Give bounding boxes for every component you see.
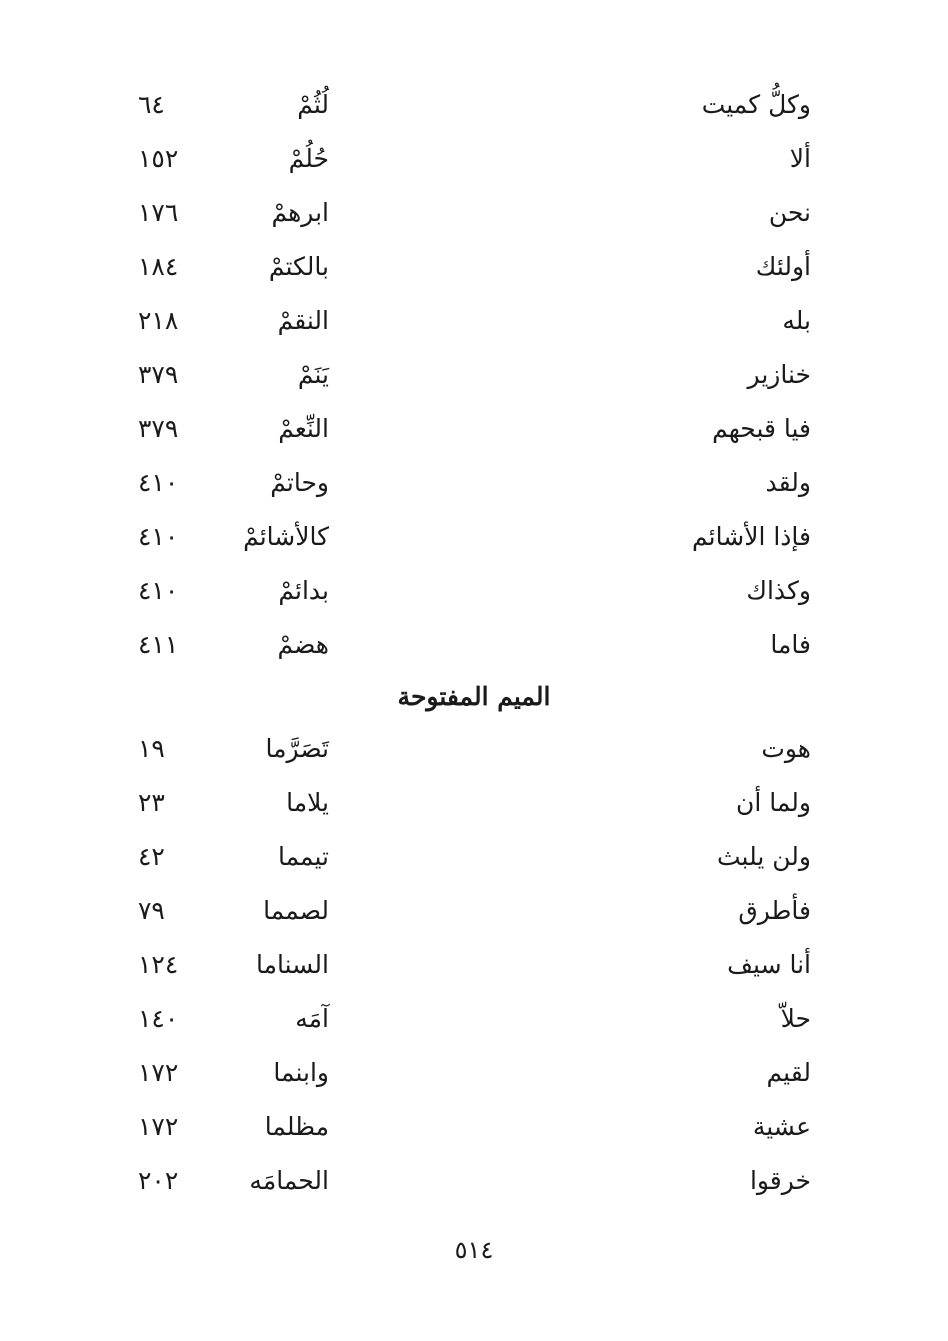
- section-heading: الميم المفتوحة: [397, 682, 551, 711]
- index-row: [0, 132, 948, 186]
- rhyme-word: لصمما: [263, 896, 329, 925]
- index-row: [0, 510, 948, 564]
- index-row: [0, 1154, 948, 1208]
- page-reference: ٣٧٩: [138, 414, 179, 443]
- index-row: [0, 564, 948, 618]
- index-row: [0, 992, 948, 1046]
- verse-opening: ولقد: [765, 468, 811, 497]
- index-row: [0, 938, 948, 992]
- verse-opening: فإذا الأشائم: [692, 522, 811, 551]
- verse-opening: ولن يلبث: [717, 842, 811, 871]
- verse-opening: فاما: [770, 630, 811, 659]
- page-reference: ١٧٢: [138, 1112, 179, 1141]
- page-reference: ٢٠٢: [138, 1166, 179, 1195]
- verse-opening: فأطرق: [738, 896, 811, 925]
- index-row: [0, 776, 948, 830]
- verse-opening: هوت: [761, 734, 811, 763]
- rhyme-word: كالأشائمْ: [243, 522, 329, 551]
- rhyme-word: يلاما: [286, 788, 329, 817]
- page-reference: ٤١٠: [138, 576, 179, 605]
- page-reference: ٣٧٩: [138, 360, 179, 389]
- rhyme-word: السناما: [255, 950, 329, 979]
- verse-opening: بله: [782, 306, 811, 335]
- page-reference: ١٩: [138, 734, 165, 763]
- rhyme-word: تَصَرَّما: [265, 734, 329, 763]
- page-reference: ٧٩: [138, 896, 165, 925]
- index-row: [0, 78, 948, 132]
- index-row: [0, 1046, 948, 1100]
- index-section-closed-mim: [0, 78, 948, 672]
- index-row: [0, 348, 948, 402]
- rhyme-word: يَنَمْ: [297, 360, 329, 389]
- rhyme-word: مظلما: [264, 1112, 329, 1141]
- index-section-open-mim: [0, 722, 948, 1208]
- page-reference: ٢١٨: [138, 306, 179, 335]
- page-reference: ١٧٦: [138, 198, 179, 227]
- page-reference: ١٥٢: [138, 144, 179, 173]
- page-reference: ٤١٠: [138, 522, 179, 551]
- page-reference: ٤١١: [138, 630, 179, 659]
- index-row: [0, 884, 948, 938]
- index-row: [0, 830, 948, 884]
- page-reference: ١٤٠: [138, 1004, 179, 1033]
- verse-opening: لقيم: [766, 1058, 811, 1087]
- rhyme-word: بدائمْ: [278, 576, 329, 605]
- page-reference: ٤١٠: [138, 468, 179, 497]
- rhyme-word: النقمْ: [277, 306, 329, 335]
- index-row: [0, 402, 948, 456]
- verse-opening: وكلُّ كميت: [701, 90, 811, 119]
- verse-opening: أولئك: [755, 252, 811, 281]
- page-reference: ١٧٢: [138, 1058, 179, 1087]
- verse-opening: ولما أن: [735, 788, 811, 817]
- rhyme-word: ابرهمْ: [271, 198, 329, 227]
- rhyme-word: بالكتمْ: [268, 252, 329, 281]
- page-reference: ١٢٤: [138, 950, 179, 979]
- index-row: [0, 722, 948, 776]
- verse-opening: نحن: [768, 198, 811, 227]
- verse-opening: أنا سيف: [727, 950, 811, 979]
- index-row: [0, 186, 948, 240]
- index-row: [0, 240, 948, 294]
- rhyme-word: وابنما: [273, 1058, 329, 1087]
- rhyme-word: الحمامَه: [249, 1166, 329, 1195]
- index-row: [0, 618, 948, 672]
- rhyme-word: لُثُمْ: [297, 90, 329, 119]
- page-reference: ٢٣: [138, 788, 165, 817]
- verse-opening: ألا: [789, 144, 811, 173]
- rhyme-word: حُلُمْ: [288, 144, 329, 173]
- page-reference: ١٨٤: [138, 252, 179, 281]
- rhyme-word: آمَه: [295, 1004, 329, 1033]
- rhyme-word: هضمْ: [277, 630, 329, 659]
- verse-opening: خنازير: [747, 360, 811, 389]
- index-row: [0, 1100, 948, 1154]
- page-reference: ٦٤: [138, 90, 165, 119]
- rhyme-word: وحاتمْ: [270, 468, 329, 497]
- page-reference: ٤٢: [138, 842, 165, 871]
- verse-opening: وكذاك: [746, 576, 811, 605]
- rhyme-word: النِّعمْ: [278, 414, 329, 443]
- verse-opening: خرقوا: [749, 1166, 811, 1195]
- rhyme-word: تيمما: [277, 842, 329, 871]
- verse-opening: عشية: [752, 1112, 811, 1141]
- index-row: [0, 294, 948, 348]
- verse-opening: حلاّ: [780, 1004, 811, 1033]
- verse-opening: فيا قبحهم: [712, 414, 811, 443]
- page-number: ٥١٤: [454, 1236, 494, 1264]
- index-row: [0, 456, 948, 510]
